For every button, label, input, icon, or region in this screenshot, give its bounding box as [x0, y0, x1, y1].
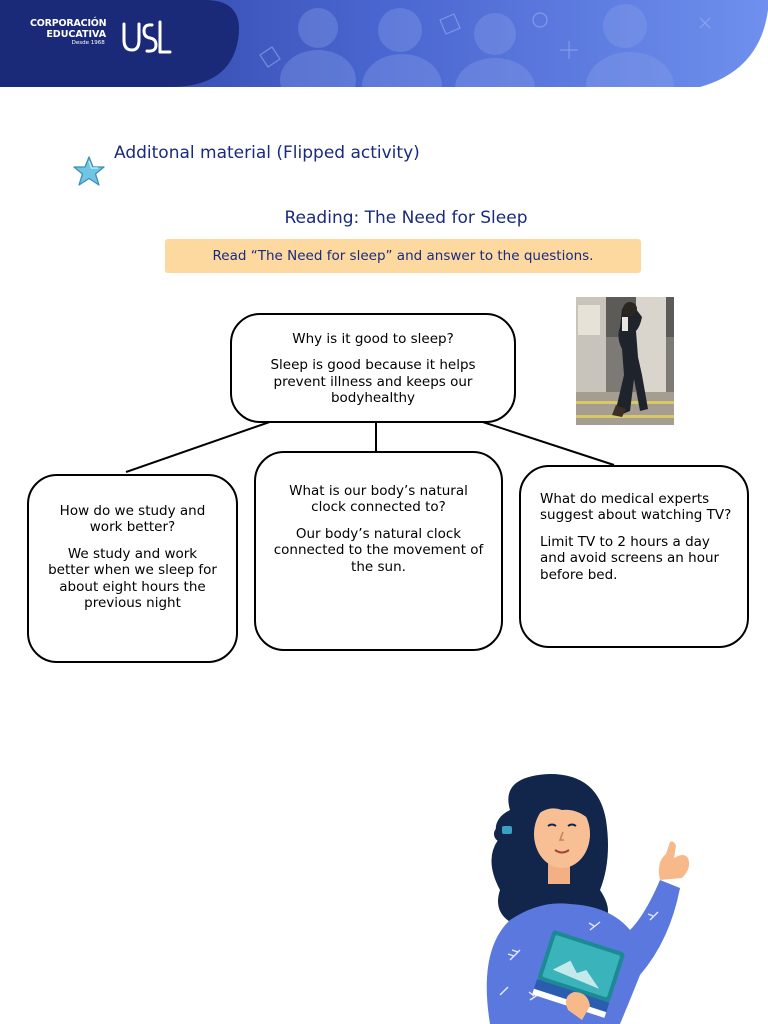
star-icon — [72, 155, 106, 189]
left-question: How do we study and work better? — [59, 503, 206, 536]
question-box-left — [27, 474, 238, 663]
middle-question: What is our body’s natural clock connected to? — [289, 483, 468, 516]
center-answer: Sleep is good because it helps prevent illness and keeps our bodyhealthy — [270, 357, 476, 407]
right-answer: Limit TV to 2 hours a day and avoid screens an hour before bed. — [540, 533, 720, 583]
logo-line3: Desde 1968 — [71, 40, 105, 46]
girl-with-books-illustration — [470, 770, 700, 1024]
logo-line2: EDUCATIVA — [46, 28, 107, 40]
logo-line1: CORPORACIÓN — [30, 18, 107, 29]
sleeping-man-photo — [576, 297, 674, 425]
corporacion-logo — [30, 19, 106, 47]
question-box-center — [230, 313, 516, 423]
right-question: What do medical experts suggest about watching TV? — [540, 491, 732, 524]
question-box-middle — [254, 451, 503, 651]
instruction-text: Read “The Need for sleep” and answer to the questions. — [212, 248, 594, 264]
header-banner — [0, 0, 768, 87]
reading-title: Reading: The Need for Sleep — [284, 208, 528, 228]
center-question: Why is it good to sleep? — [292, 331, 454, 347]
section-title: Additonal material (Flipped activity) — [114, 143, 420, 163]
question-box-right — [519, 465, 749, 648]
left-answer: We study and work better when we sleep for about eight hours the previous night — [48, 545, 217, 612]
instruction-banner — [165, 239, 641, 273]
usil-logo — [120, 18, 172, 58]
header-background — [0, 0, 768, 87]
middle-answer: Our body’s natural clock connected to the movement of the sun. — [273, 525, 484, 575]
